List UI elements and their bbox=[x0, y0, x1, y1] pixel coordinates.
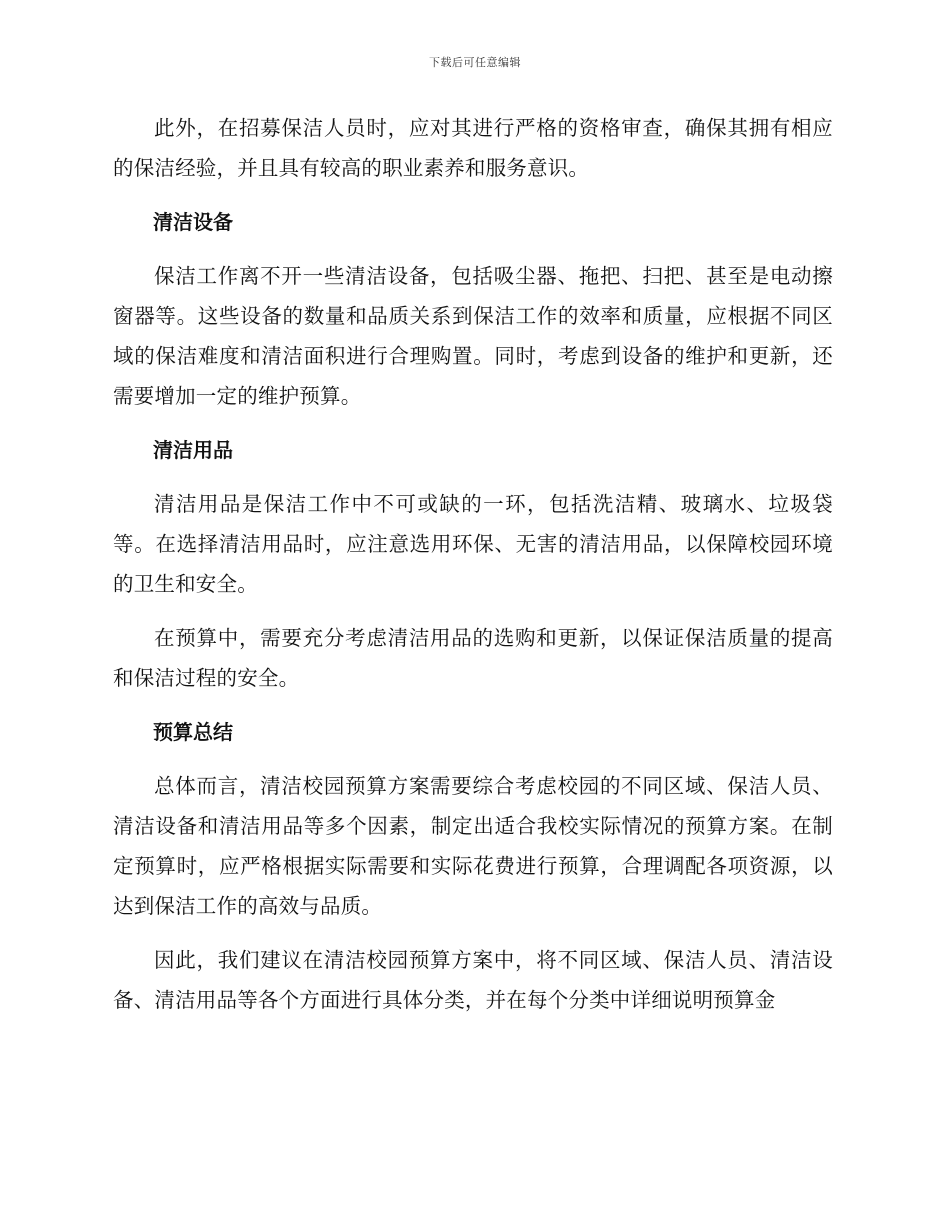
document-body bbox=[113, 108, 833, 1034]
paragraph-summary: 总体而言，清洁校园预算方案需要综合考虑校园的不同区域、保洁人员、清洁设备和清洁用品等多个因素，制定出适合我校实际情况的预算方案。在制定预算时，应严格根据实际需要和实际花费进行预算，合理调配各项资源，以达到保洁工作的高效与品质。 bbox=[113, 774, 833, 918]
paragraph-recommendation: 因此，我们建议在清洁校园预算方案中，将不同区域、保洁人员、清洁设备、清洁用品等各个方面进行具体分类，并在每个分类中详细说明预算金 bbox=[113, 948, 833, 1012]
header-note: 下载后可任意编辑 bbox=[429, 56, 521, 69]
paragraph-supplies: 清洁用品是保洁工作中不可或缺的一环，包括洗洁精、玻璃水、垃圾袋等。在选择清洁用品时，应注意选用环保、无害的清洁用品，以保障校园环境的卫生和安全。 bbox=[113, 492, 833, 596]
paragraph-recruitment: 此外，在招募保洁人员时，应对其进行严格的资格审查，确保其拥有相应的保洁经验，并且具有较高的职业素养和服务意识。 bbox=[113, 116, 833, 180]
paragraph-equipment: 保洁工作离不开一些清洁设备，包括吸尘器、拖把、扫把、甚至是电动擦窗器等。这些设备的数量和品质关系到保洁工作的效率和质量，应根据不同区域的保洁难度和清洁面积进行合理购置。同时，考虑到设备的维护和更新，还需要增加一定的维护预算。 bbox=[113, 264, 833, 408]
paragraph-supplies-budget: 在预算中，需要充分考虑清洁用品的选购和更新，以保证保洁质量的提高和保洁过程的安全。 bbox=[113, 626, 833, 690]
heading-cleaning-supplies: 清洁用品 bbox=[153, 438, 233, 462]
heading-budget-summary: 预算总结 bbox=[153, 720, 233, 744]
heading-cleaning-equipment: 清洁设备 bbox=[153, 210, 233, 234]
